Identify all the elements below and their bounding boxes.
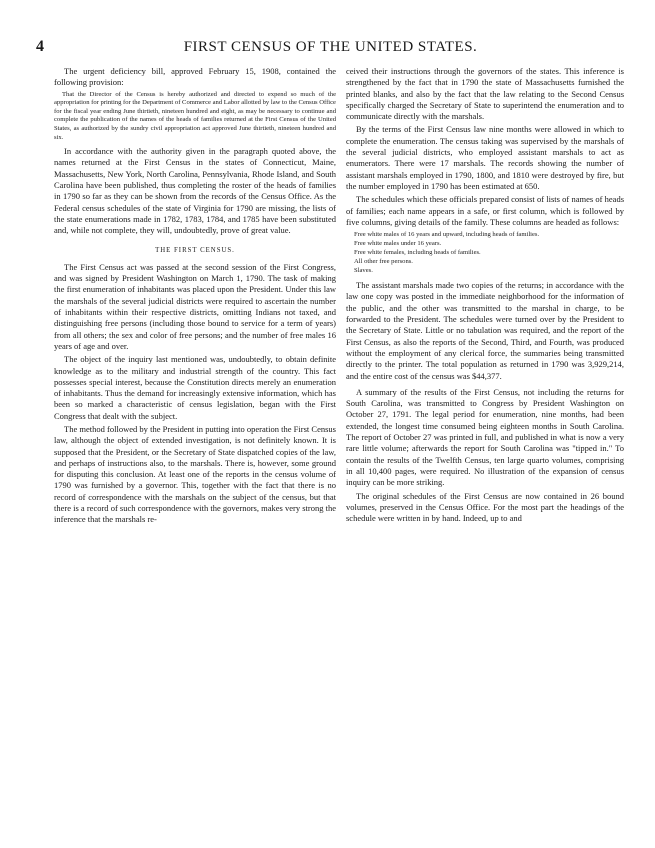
- list-item: Free white females, including heads of families.: [354, 249, 481, 257]
- list-item: Free white males of 16 years and upward, including heads of families.: [354, 231, 540, 239]
- page-header: [36, 38, 625, 58]
- schedule-column-list: [354, 230, 624, 275]
- section-heading: THE FIRST CENSUS.: [155, 246, 235, 254]
- left-column: [54, 66, 336, 528]
- right-column: [346, 66, 624, 526]
- paragraph: By the terms of the First Census law nine months were allowed in which to complete the enumeration. The census taking was supervised by the marshals of the several judicial districts, who employed assistant marshals to act as enumerators. There were 17 marshals. The records showing the number of assistant marshals employed in 1790, 1800, and 1810 were destroyed by fire, but the number employed in 1790 has been estimated at 650.: [346, 124, 624, 191]
- list-item: Free white males under 16 years.: [354, 240, 442, 248]
- paragraph: ceived their instructions through the governors of the states. This inference is strengthened by the fact that in 1790 the state of Massachusetts furnished the printed blanks, and also by the fact that the law relating to the Second Census specifically charged the Secretary of State to superintend the enumeration and to communicate directly with the marshals.: [346, 66, 624, 122]
- list-item: Slaves.: [354, 267, 373, 275]
- paragraph: The schedules which these officials prepared consist of lists of names of heads of families; each name appears in a safe, or first column, which is followed by five columns, giving details of the family. These columns are headed as follows:: [346, 194, 624, 227]
- paragraph: The assistant marshals made two copies of the returns; in accordance with the law one copy was posted in the immediate neighborhood for the information of the public, and the other was transmitted to the marshal in charge, to be forwarded to the President. The schedules were turned over by the President to the Secretary of State. Little or no tabulation was required, and the report of the First Census, as also the reports of the Second, Third, and Fourth, was produced without the employment of any clerical force, the summaries being transmitted directly to the printer. The total population as returned in 1790 was 3,929,214, and the entire cost of the census was $44,377.: [346, 280, 624, 381]
- list-item: All other free persons.: [354, 258, 413, 266]
- paragraph: The urgent deficiency bill, approved February 15, 1908, contained the following provision:: [54, 66, 336, 88]
- quote-text: That the Director of the Census is hereby authorized and directed to expend so much of the appropriation for printing for the Department of Commerce and Labor allotted by law to the Census Office for the fiscal year ending June thirtieth, nineteen hundred and eight, as may be necessary to continue and complete the publication of the names of the heads of families returned at the First Census of the United States, as authorized by the sundry civil appropriation act approved June thirtieth, nineteen hundred and six.: [54, 90, 336, 141]
- running-title: FIRST CENSUS OF THE UNITED STATES.: [183, 39, 478, 55]
- paragraph: The object of the inquiry last mentioned was, undoubtedly, to obtain definite knowledge as to the military and industrial strength of the country. This fact possesses special interest, because the Constitution directs merely an enumeration of inhabitants. Thus the demand for increasingly extensive information, which has been so marked a characteristic of census legislation, began with the First Congress that dealt with the subject.: [54, 354, 336, 421]
- paragraph: A summary of the results of the First Census, not including the returns for South Carolina, was transmitted to Congress by President Washington on October 27, 1791. The legal period for enumeration, nine months, had been extended, the longest time consumed being eighteen months in South Carolina. The report of October 27 was printed in full, and published in what is now a very rare little volume; afterwards the report for South Carolina was "tipped in." To contain the results of the Twelfth Census, ten large quarto volumes, comprising in all 10,400 pages, were required. No illustration of the expansion of census inquiry can be more striking.: [346, 386, 624, 488]
- page-number: 4: [36, 38, 44, 55]
- quoted-provision: [54, 91, 336, 143]
- paragraph: The method followed by the President in putting into operation the First Census law, although the object of extended investigation, is not definitely known. It is supposed that the President, or the Secretary of State dispatched copies of the law, and perhaps of instructions also, to the marshals. There is, however, some ground for disputing this conclusion. At least one of the reports in the census volume of 1790 was furnished by a governor. This, together with the fact that there is no record of correspondence with the marshals on the subject of the census, but that there is a record of such correspondence with the governors, makes very strong the inference that the marshals re-: [54, 423, 336, 525]
- paragraph: The First Census act was passed at the second session of the First Congress, and was signed by President Washington on March 1, 1790. The task of making the first enumeration of inhabitants was placed upon the President. Under this law the marshals of the several judicial districts were required to ascertain the number of inhabitants within their respective districts, omitting Indians not taxed, and distinguishing free persons (including those bound to service for a term of years) from all others; the sex and color of free persons; and the number of free males 16 years of age and over.: [54, 261, 336, 351]
- paragraph: The original schedules of the First Census are now contained in 26 bound volumes, preserved in the Census Office. For the most part the headings of the schedule were written in by hand. Indeed, up to and: [346, 490, 624, 524]
- paragraph: In accordance with the authority given in the paragraph quoted above, the names returned at the First Census in the states of Connecticut, Maine, Massachusetts, New York, North Carolina, Pennsylvania, Rhode Island, and South Carolina have been published, thus completing the roster of the heads of families in 1790 so far as they can be shown from the records of the Census Office. As the Federal census schedules of the state of Virginia for 1790 are missing, the lists of the state enumerations made in 1782, 1783, 1784, and 1785 have been substituted and, while not complete, they will, undoubtedly, prove of great value.: [54, 146, 336, 236]
